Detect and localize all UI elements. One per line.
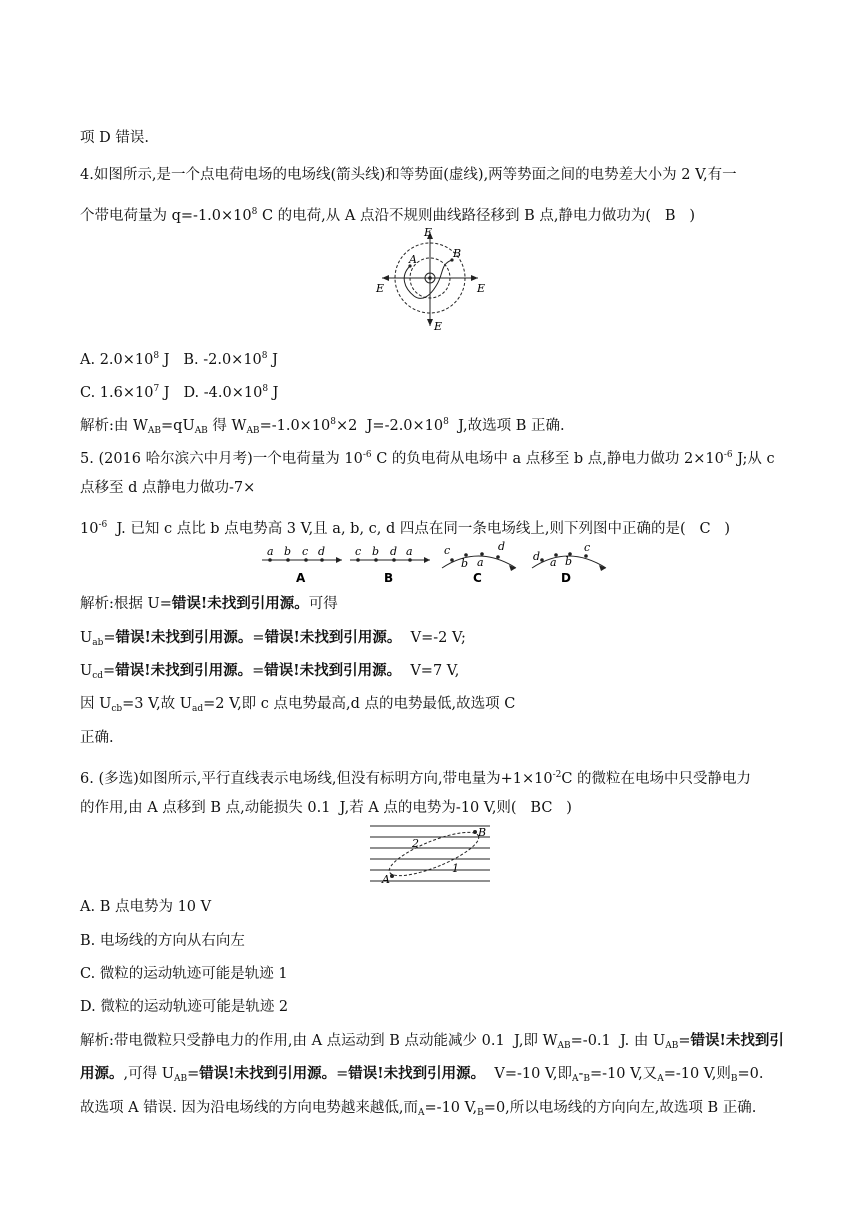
point-charge-field-figure (374, 226, 490, 332)
field-label-e: E (434, 320, 443, 332)
point-b-label: B (453, 247, 462, 260)
question-4-options-cd: C. $1.6\times 10^7$ J D. $-4.0\times 10^8$ J (80, 384, 279, 401)
svg-text:c: c (355, 545, 362, 558)
parallel-field-lines-figure (368, 820, 492, 888)
svg-text:d: d (498, 540, 506, 553)
svg-text:a: a (477, 556, 484, 569)
option-c-caption: C (473, 571, 482, 585)
question-4-stem: 4.如图所示,是一个点电荷电场的电场线(箭头线)和等势面(虚线),两等势面之间的电势差大小为 2 V,有一 (80, 167, 737, 183)
svg-text:d: d (533, 550, 541, 563)
option-a-diagram (262, 545, 342, 585)
option-b-diagram (350, 545, 430, 585)
question-5-stem-2: 点移至 d 点静电力做功-7× (80, 480, 256, 496)
svg-text:b: b (372, 545, 380, 558)
question-6-stem-2: 的作用,由 A 点移到 B 点,动能损失 0.1 J,若 A 点的电势为-10 V,则( BC ) (80, 800, 572, 816)
question-5-options-figure (258, 540, 612, 588)
svg-text:a: a (267, 545, 274, 558)
question-6-option-a: A. B 点电势为 10 V (80, 899, 212, 915)
option-d-diagram (532, 541, 606, 585)
question-4-solution: 解析:由 $W_{AB}=qU_{AB}$ 得 $W_{AB}=-1.0\times 10^8\times 2$ $J=-2.0\times 10^8$ J,故选项 B 正确. (80, 417, 565, 436)
svg-text:c: c (302, 545, 309, 558)
question-5-stem: 5. (2016 哈尔滨六中月考)一个电荷量为 $10^{-6}$ C 的负电荷从电场中 a 点移至 b 点,静电力做功 $2\times 10^{-6}$ J;从 c (80, 450, 775, 467)
question-6-solution-1: 解析:带电微粒只受静电力的作用,由 A 点运动到 B 点动能减少 0.1 J,即 $W_{AB}=-0.1$ J. 由 $U_{AB}=$错误!未找到引 (80, 1032, 784, 1051)
svg-text:a: a (406, 545, 413, 558)
option-c-diagram (442, 540, 516, 585)
question-6-option-b: B. 电场线的方向从右向左 (80, 933, 245, 949)
question-6-option-d: D. 微粒的运动轨迹可能是轨迹 2 (80, 999, 289, 1015)
point-a-label: A (409, 253, 417, 266)
question-5-solution-2: $U_{ab}=$错误!未找到引用源。=错误!未找到引用源。 V=-2 V; (80, 629, 466, 648)
option-b-caption: B (384, 571, 394, 585)
question-5-solution-5: 正确. (80, 730, 114, 746)
question-4-stem-2: 个带电荷量为 $q=-1.0\times 10^8$ C 的电荷,从 A 点沿不规则曲线路径移到 B 点,静电力做功为( B ) (80, 207, 696, 224)
point-a-label: A (382, 873, 390, 886)
svg-text:b: b (284, 545, 292, 558)
field-label-e: E (477, 282, 486, 295)
option-a-caption: A (296, 571, 306, 585)
trajectory-1-label: 1 (452, 862, 459, 875)
svg-text:a: a (550, 556, 557, 569)
svg-text:b: b (565, 555, 573, 568)
point-b-label: B (478, 826, 487, 839)
question-5-solution-3: $U_{cd}=$错误!未找到引用源。=错误!未找到引用源。 V=7 V, (80, 662, 460, 681)
question-6-solution-3: 故选项 A 错误. 因为沿电场线的方向电势越来越低,而$_A$=-10 $V,_B=0$,所以电场线的方向向左,故选项 B 正确. (80, 1100, 757, 1118)
question-5-solution-1: 解析:根据 U=错误!未找到引用源。可得 (80, 595, 338, 612)
svg-text:c: c (444, 544, 451, 557)
field-label-e: E (376, 282, 385, 295)
question-5-stem-3: $10^{-6}$ J. 已知 c 点比 b 点电势高 3 V,且 a, b, c, d 四点在同一条电场线上,则下列图中正确的是( C ) (80, 520, 731, 537)
field-label-e: E (424, 226, 433, 239)
option-d-caption: D (561, 571, 571, 585)
svg-text:b: b (461, 557, 469, 570)
question-5-solution-4: 因 $U_{cb}=3$ V,故 $U_{ad}=2$ V,即 c 点电势最高,d 点的电势最低,故选项 C (80, 696, 516, 714)
question-6-option-c: C. 微粒的运动轨迹可能是轨迹 1 (80, 966, 288, 982)
question-4-options-ab: A. $2.0\times 10^8$ J B. $-2.0\times 10^8$ J (80, 351, 278, 368)
text-line: 项 D 错误. (80, 130, 149, 146)
trajectory-2-label: 2 (412, 837, 419, 850)
svg-text:d: d (390, 545, 398, 558)
svg-text:d: d (318, 545, 326, 558)
question-6-solution-2: 用源。,可得 $U_{AB}=$错误!未找到引用源。=错误!未找到引用源。 V=-10 V,即$_A-_B=-10$ V,又$_A$=-10 V,则$_B$=0. (80, 1065, 764, 1084)
question-6-stem: 6. (多选)如图所示,平行直线表示电场线,但没有标明方向,带电量为$+1\times 10^{-2}C$ 的微粒在电场中只受静电力 (80, 770, 752, 787)
svg-text:c: c (584, 541, 591, 554)
